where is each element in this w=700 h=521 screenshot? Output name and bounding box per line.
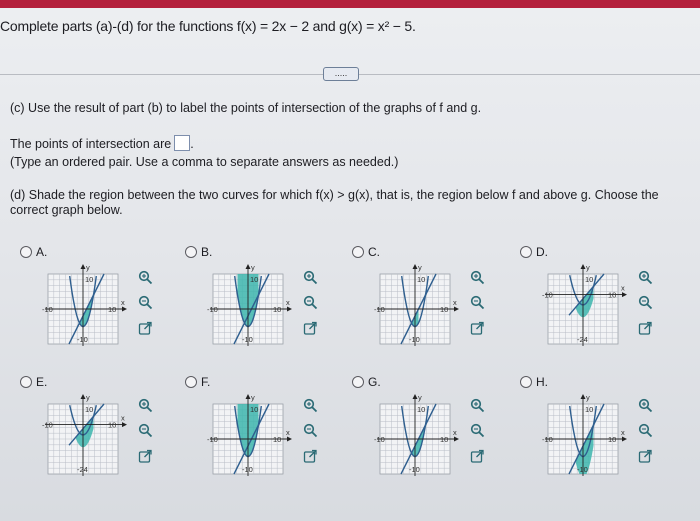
tick-label-y: 10: [585, 275, 594, 284]
y-axis-label: y: [418, 393, 422, 402]
x-axis-label: x: [286, 428, 290, 437]
tick-label-x: 10: [108, 305, 117, 314]
expand-button-e[interactable]: [138, 449, 153, 464]
expand-icon: [303, 321, 318, 336]
y-axis-label: y: [586, 393, 590, 402]
zoom-in-icon: [303, 398, 318, 413]
expand-icon: [138, 449, 153, 464]
problem-title: Complete parts (a)-(d) for the functions f(x) = 2x − 2 and g(x) = x² − 5.: [0, 18, 416, 34]
tick-label-x: 10: [440, 435, 449, 444]
tick-label-y: 10: [417, 405, 426, 414]
zoom-in-button-a[interactable]: [138, 270, 153, 285]
expand-icon: [303, 449, 318, 464]
tick-label-neg-y: -10: [409, 335, 420, 344]
option-f[interactable]: [185, 375, 210, 389]
graph-a: [40, 262, 132, 352]
x-axis-label: x: [453, 428, 457, 437]
tick-label-neg-x: -10: [374, 435, 385, 444]
tick-label-y: 10: [85, 275, 94, 284]
radio-option-b[interactable]: [185, 246, 197, 258]
expand-button-h[interactable]: [638, 449, 653, 464]
x-axis-label: x: [621, 283, 625, 293]
zoom-out-button-f[interactable]: [303, 423, 318, 438]
graph-container-g: [372, 392, 464, 487]
tick-label-neg-x: -10: [542, 290, 553, 300]
answer-label: The points of intersection are: [10, 137, 172, 151]
zoom-in-icon: [303, 270, 318, 285]
tick-label-y: 10: [250, 275, 259, 284]
tick-label-neg-y: -10: [242, 335, 253, 344]
x-axis-label: x: [453, 298, 457, 307]
part-d-prompt-line1: (d) Shade the region between the two curves for which f(x) > g(x), that is, the region below f and above g. Choose the: [10, 188, 659, 202]
zoom-out-icon: [303, 295, 318, 310]
zoom-out-button-b[interactable]: [303, 295, 318, 310]
option-g[interactable]: [352, 375, 381, 389]
graph-container-c: [372, 262, 464, 357]
more-button[interactable]: .....: [323, 67, 359, 81]
tick-label-neg-y: -10: [242, 465, 253, 474]
x-axis-label: x: [621, 428, 625, 437]
tick-label-neg-x: -10: [207, 305, 218, 314]
zoom-out-icon: [638, 295, 653, 310]
expand-button-c[interactable]: [470, 321, 485, 336]
option-e[interactable]: [20, 375, 47, 389]
expand-button-a[interactable]: [138, 321, 153, 336]
tick-label-x: 10: [440, 305, 449, 314]
zoom-out-icon: [138, 295, 153, 310]
tick-label-neg-y: -24: [77, 465, 88, 474]
zoom-out-icon: [470, 295, 485, 310]
tick-label-neg-y: -10: [77, 335, 88, 344]
zoom-in-button-d[interactable]: [638, 270, 653, 285]
option-d[interactable]: [520, 245, 548, 259]
graph-d: [540, 262, 632, 352]
option-letter: B.: [201, 245, 213, 259]
tick-label-x: 10: [608, 290, 617, 300]
graph-container-a: [40, 262, 132, 357]
expand-button-b[interactable]: [303, 321, 318, 336]
tick-label-neg-y: -10: [577, 465, 588, 474]
zoom-in-button-f[interactable]: [303, 398, 318, 413]
zoom-in-button-b[interactable]: [303, 270, 318, 285]
option-letter: C.: [368, 245, 380, 259]
tick-label-y: 10: [250, 405, 259, 414]
zoom-out-button-a[interactable]: [138, 295, 153, 310]
zoom-in-button-e[interactable]: [138, 398, 153, 413]
radio-option-f[interactable]: [185, 376, 197, 388]
x-axis-label: x: [121, 413, 125, 423]
tick-label-x: 10: [608, 435, 617, 444]
expand-button-d[interactable]: [638, 321, 653, 336]
radio-option-g[interactable]: [352, 376, 364, 388]
tick-label-neg-y: -24: [577, 335, 588, 344]
option-letter: E.: [36, 375, 48, 389]
zoom-out-icon: [638, 423, 653, 438]
y-axis-label: y: [418, 263, 422, 272]
zoom-out-icon: [138, 423, 153, 438]
graph-container-d: [540, 262, 632, 357]
y-axis-label: y: [251, 263, 255, 272]
zoom-in-icon: [638, 270, 653, 285]
zoom-in-icon: [138, 270, 153, 285]
tick-label-y: 10: [585, 405, 594, 414]
tick-label-neg-y: -10: [409, 465, 420, 474]
radio-option-a[interactable]: [20, 246, 32, 258]
answer-line: The points of intersection are .: [10, 137, 194, 151]
graph-g: [372, 392, 464, 482]
option-a[interactable]: [20, 245, 47, 259]
radio-option-e[interactable]: [20, 376, 32, 388]
option-h[interactable]: [520, 375, 548, 389]
tick-label-neg-x: -10: [42, 420, 53, 430]
tick-label-x: 10: [273, 305, 282, 314]
graph-container-e: [40, 392, 132, 487]
zoom-in-button-h[interactable]: [638, 398, 653, 413]
tick-label-neg-x: -10: [207, 435, 218, 444]
zoom-out-button-d[interactable]: [638, 295, 653, 310]
expand-icon: [638, 449, 653, 464]
y-axis-label: y: [86, 393, 90, 402]
answer-hint: (Type an ordered pair. Use a comma to separate answers as needed.): [10, 155, 399, 169]
part-d-prompt-line2: correct graph below.: [10, 203, 123, 217]
expand-button-g[interactable]: [470, 449, 485, 464]
radio-option-c[interactable]: [352, 246, 364, 258]
graph-container-f: [205, 392, 297, 487]
expand-icon: [138, 321, 153, 336]
zoom-in-icon: [638, 398, 653, 413]
zoom-out-icon: [470, 423, 485, 438]
option-b[interactable]: [185, 245, 212, 259]
radio-option-d[interactable]: [520, 246, 532, 258]
part-c-prompt: (c) Use the result of part (b) to label the points of intersection of the graphs of f and g.: [10, 101, 482, 115]
option-letter: G.: [368, 375, 381, 389]
graph-e: [40, 392, 132, 482]
zoom-out-icon: [303, 423, 318, 438]
tick-label-neg-x: -10: [374, 305, 385, 314]
option-letter: D.: [536, 245, 548, 259]
option-letter: H.: [536, 375, 548, 389]
graph-container-b: [205, 262, 297, 357]
tick-label-neg-x: -10: [542, 435, 553, 444]
graph-b: [205, 262, 297, 352]
option-c[interactable]: [352, 245, 380, 259]
zoom-in-button-g[interactable]: [470, 398, 485, 413]
zoom-in-icon: [138, 398, 153, 413]
x-axis-label: x: [286, 298, 290, 307]
tick-label-x: 10: [108, 420, 117, 430]
zoom-in-icon: [470, 398, 485, 413]
graph-c: [372, 262, 464, 352]
graph-f: [205, 392, 297, 482]
zoom-in-icon: [470, 270, 485, 285]
zoom-out-button-g[interactable]: [470, 423, 485, 438]
expand-icon: [470, 321, 485, 336]
x-axis-label: x: [121, 298, 125, 307]
expand-icon: [470, 449, 485, 464]
zoom-out-button-c[interactable]: [470, 295, 485, 310]
zoom-out-button-e[interactable]: [138, 423, 153, 438]
y-axis-label: y: [586, 263, 590, 272]
expand-button-f[interactable]: [303, 449, 318, 464]
tick-label-neg-x: -10: [42, 305, 53, 314]
tick-label-y: 10: [85, 405, 94, 414]
tick-label-y: 10: [417, 275, 426, 284]
answer-input[interactable]: [174, 135, 190, 151]
option-letter: A.: [36, 245, 48, 259]
y-axis-label: y: [86, 263, 90, 272]
tick-label-x: 10: [273, 435, 282, 444]
option-letter: F.: [201, 375, 211, 389]
zoom-out-button-h[interactable]: [638, 423, 653, 438]
accent-bar: [0, 0, 700, 8]
zoom-in-button-c[interactable]: [470, 270, 485, 285]
expand-icon: [638, 321, 653, 336]
radio-option-h[interactable]: [520, 376, 532, 388]
y-axis-label: y: [251, 393, 255, 402]
graph-h: [540, 392, 632, 482]
graph-container-h: [540, 392, 632, 487]
